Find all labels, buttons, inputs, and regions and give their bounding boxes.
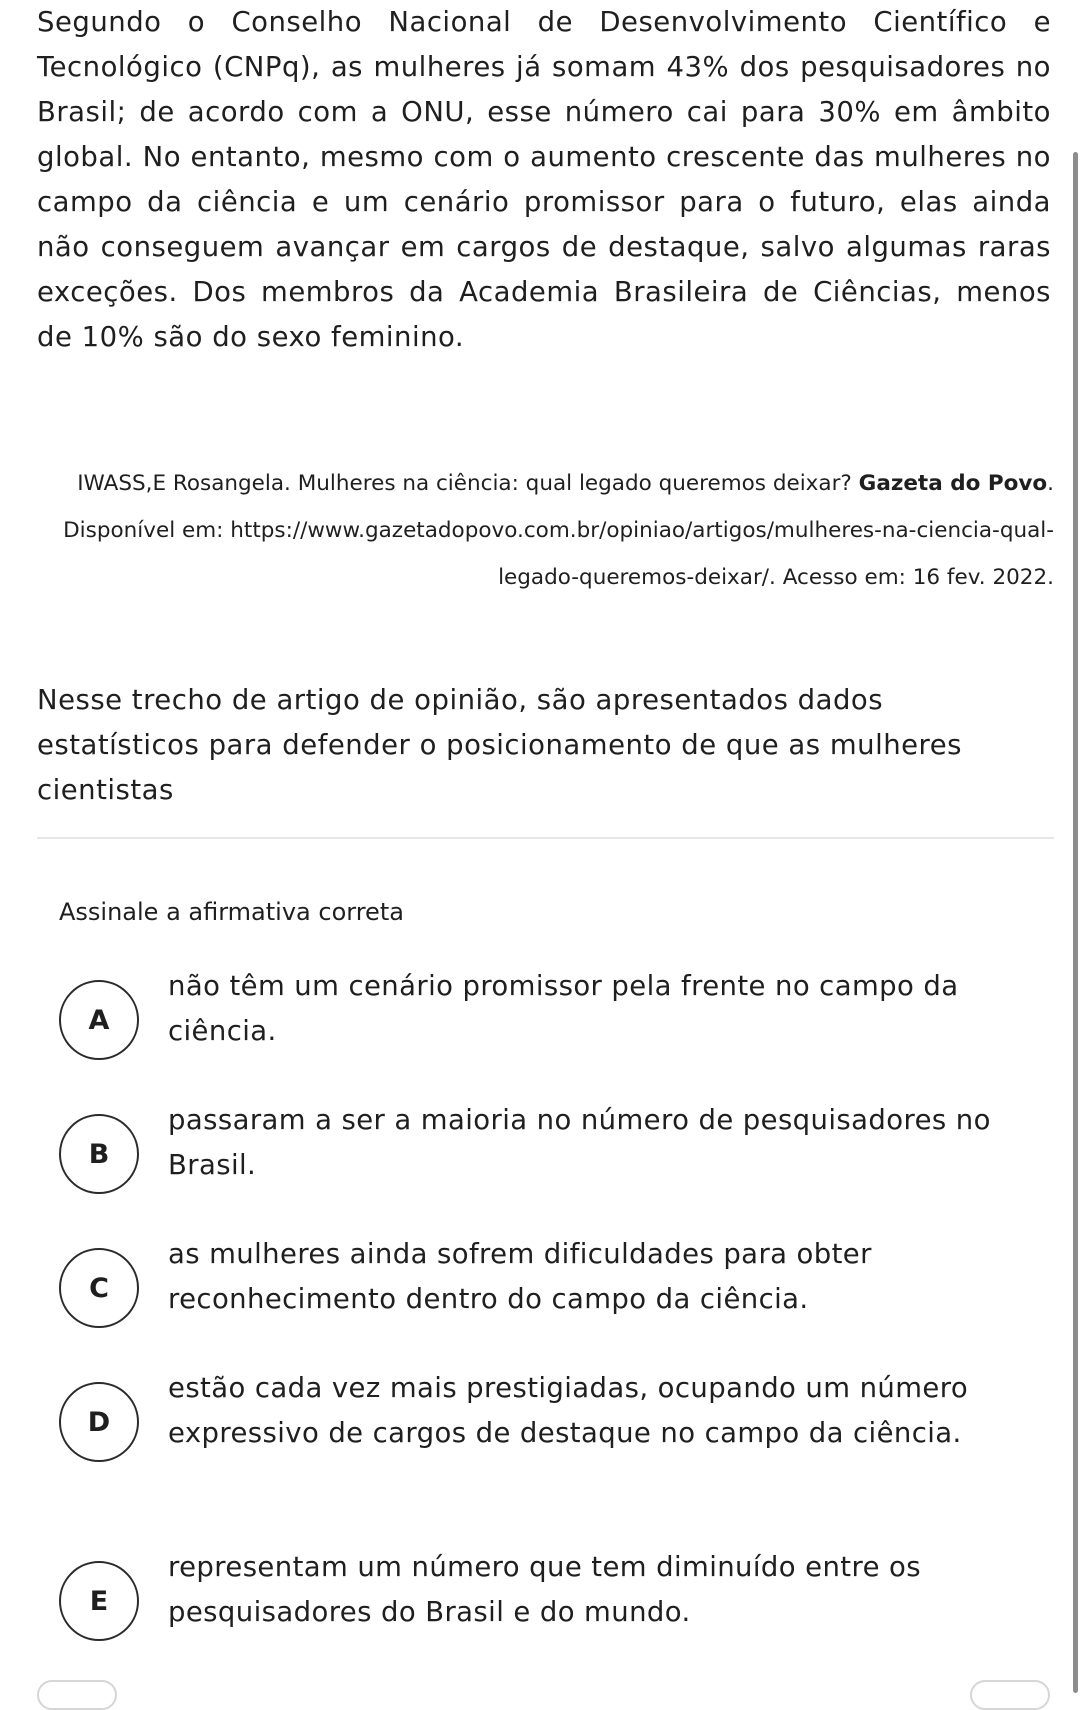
divider — [37, 837, 1054, 839]
citation — [40, 460, 1054, 601]
option-c-letter-circle[interactable]: C — [59, 1248, 139, 1328]
option-d-text: estão cada vez mais prestigiadas, ocupando um número expressivo de cargos de destaque no campo da ciência. — [168, 1372, 969, 1449]
passage-text: Segundo o Conselho Nacional de Desenvolvimento Científico e Tecnológico (CNPq), as mulheres já somam 43% dos pesquisadores no Brasil; de acordo com a ONU, esse número cai para 30% em âmbito global. No entanto, mesmo com o aumento crescente das mulheres no campo da ciência e um cenário promissor para o futuro, elas ainda não conseguem avançar em cargos de destaque, salvo algumas raras exceções. Dos membros da Academia Brasileira de Ciências, menos de 10% são do sexo feminino. — [37, 6, 1051, 353]
citation-url: https://www.gazetadopovo.com.br/opiniao/artigos/mulheres-na-ciencia-qual-legado-queremos-deixar/ — [230, 518, 1054, 590]
citation-source: Gazeta do Povo — [858, 471, 1048, 496]
instruction-text: Assinale a afirmativa correta — [59, 898, 404, 926]
option-a-text: não têm um cenário promissor pela frente no campo da ciência. — [168, 970, 959, 1047]
scrollbar[interactable] — [1073, 152, 1078, 1693]
question-stem: Nesse trecho de artigo de opinião, são apresentados dados estatísticos para defender o posicionamento de que as mulheres cientistas — [37, 684, 963, 806]
previous-button[interactable] — [37, 1680, 117, 1710]
option-e-letter-circle[interactable]: E — [59, 1561, 139, 1641]
option-b-letter-circle[interactable]: B — [59, 1114, 139, 1194]
citation-available: . Disponível em: — [63, 471, 1054, 543]
option-e-text: representam um número que tem diminuído entre os pesquisadores do Brasil e do mundo. — [168, 1551, 921, 1628]
option-b-text: passaram a ser a maioria no número de pesquisadores no Brasil. — [168, 1104, 991, 1181]
option-c-text: as mulheres ainda sofrem dificuldades para obter reconhecimento dentro do campo da ciência. — [168, 1238, 872, 1315]
citation-author-title: IWASS,E Rosangela. Mulheres na ciência: qual legado queremos deixar? — [77, 471, 852, 496]
option-a-letter-circle[interactable]: A — [59, 980, 139, 1060]
citation-access: . Acesso em: 16 fev. 2022. — [769, 565, 1054, 590]
next-button[interactable] — [970, 1680, 1050, 1710]
option-d-letter-circle[interactable]: D — [59, 1382, 139, 1462]
